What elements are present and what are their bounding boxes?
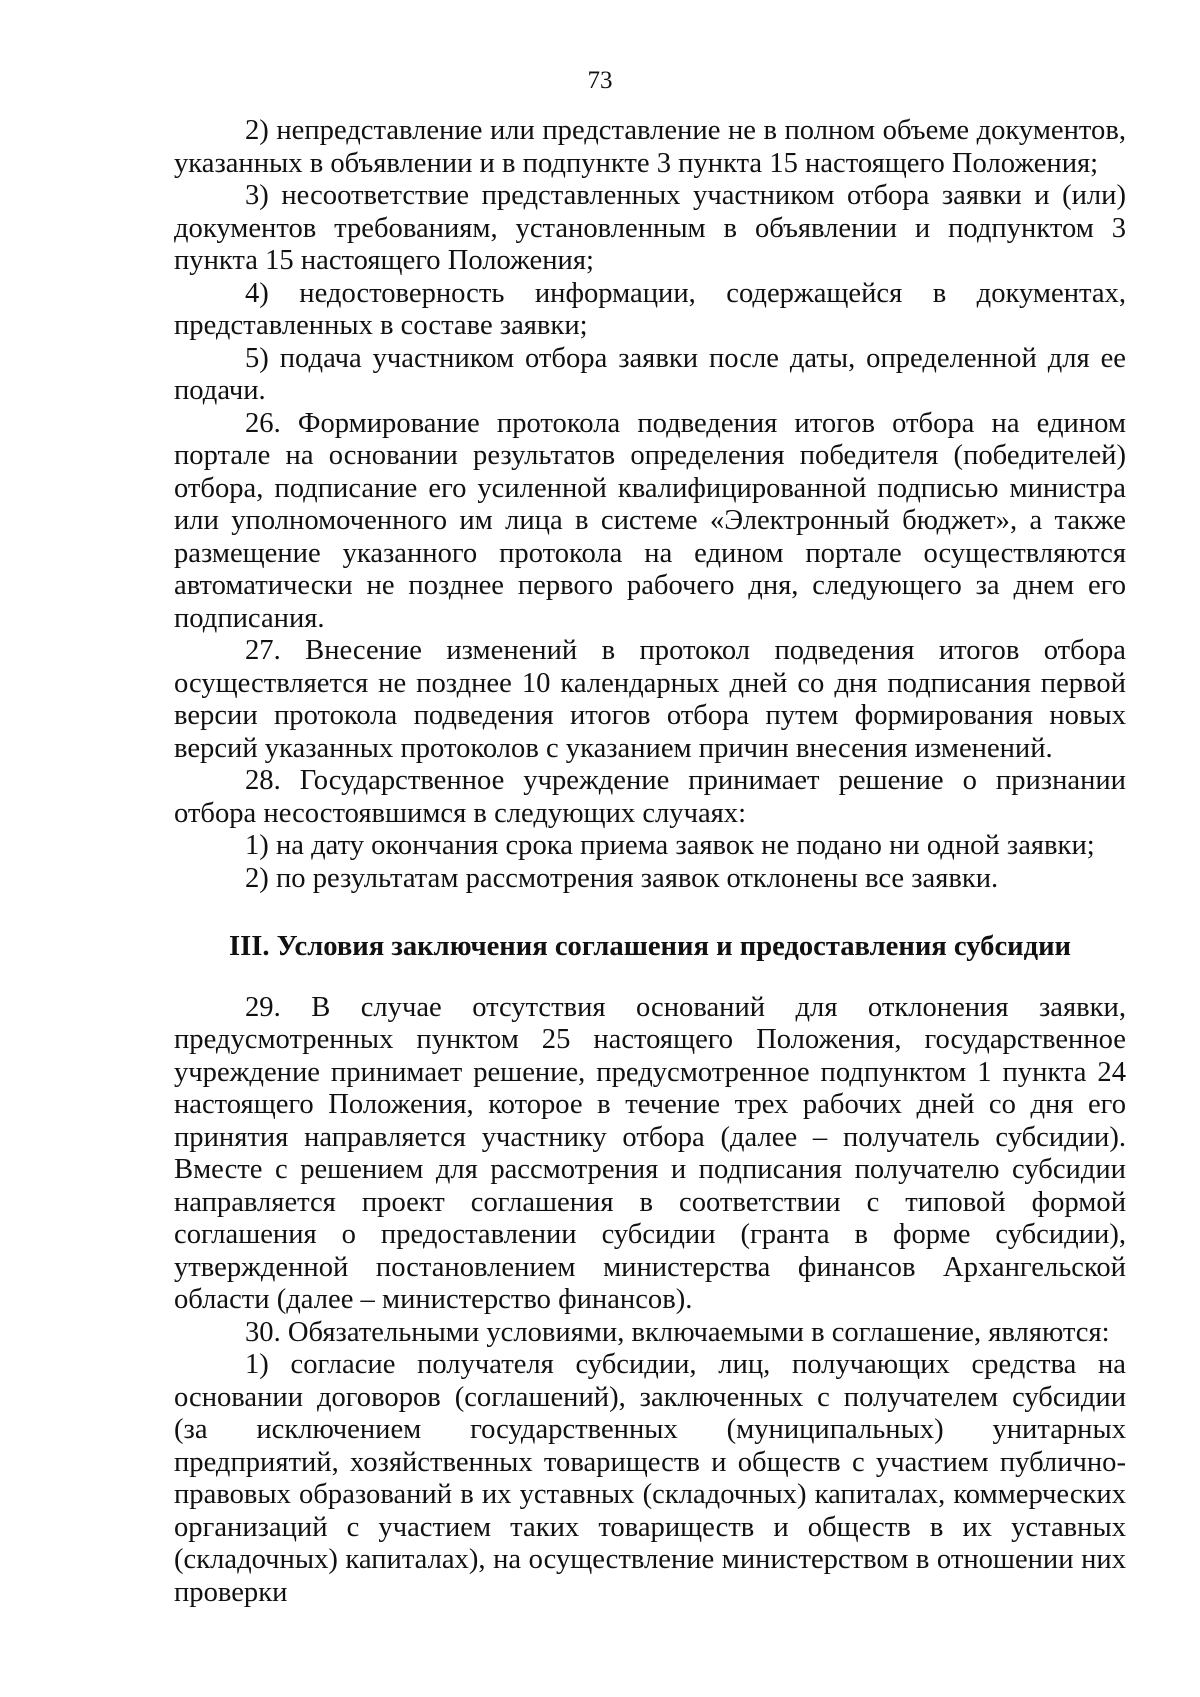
paragraph-29: 29. В случае отсутствия оснований для отклонения заявки, предусмотренных пунктом 25 настоящего Положения, государственное учреждение принимает решение, предусмотренное подпунктом 1 пункта 24 настоящего Положения, которое в течение трех рабочих дней со дня его принятия направляется участнику отбора (далее – получатель субсидии). Вместе с решением для рассмотрения и подписания получателю субсидии направляется проект соглашения в соответствии с типовой формой соглашения о предоставлении субсидии (гранта в форме субсидии), утвержденной постановлением министерства финансов Архангельской области (далее – министерство финансов). [174,991,1126,1315]
paragraph-30: 30. Обязательными условиями, включаемыми в соглашение, являются: [245,1316,1110,1348]
document-body [174,115,1126,1609]
paragraph-item-5: 5) подача участником отбора заявки после даты, определенной для ее подачи. [174,342,1126,406]
paragraph-item-2: 2) непредставление или представление не в полном объеме документов, указанных в объявлении и в подпункте 3 пункта 15 настоящего Положения; [174,115,1126,179]
page-number: 73 [587,67,613,94]
paragraph-28-item-1: 1) на дату окончания срока приема заявок не подано ни одной заявки; [245,830,1095,861]
paragraph-30-item-1: 1) согласие получателя субсидии, лиц, получающих средства на основании договоров (соглашений), заключенных с получателем субсидии (за исключением государственных (муниципальных) унитарных предприятий, хозяйственных товариществ и обществ с участием публично-правовых образований в их уставных (складочных) капиталах, коммерческих организаций с участием таких товариществ и обществ в их уставных (складочных) капиталах), на осуществление министерством в отношении них проверки [174,1349,1126,1608]
section-heading: III. Условия заключения соглашения и предоставления субсидии [228,931,1072,962]
paragraph-27: 27. Внесение изменений в протокол подведения итогов отбора осуществляется не позднее 10 календарных дней со дня подписания первой версии протокола подведения итогов отбора путем формирования новых версий указанных протоколов с указанием причин внесения изменений. [174,635,1126,764]
paragraph-28-item-2: 2) по результатам рассмотрения заявок отклонены все заявки. [245,862,999,894]
paragraph-26: 26. Формирование протокола подведения итогов отбора на едином портале на основании результатов определения победителя (победителей) отбора, подписание его усиленной квалифицированной подписью министра или уполномоченного им лица в системе «Электронный бюджет», а также размещение указанного протокола на едином портале осуществляются автоматически не позднее первого рабочего дня, следующего за днем его подписания. [174,407,1126,634]
paragraph-item-3: 3) несоответствие представленных участником отбора заявки и (или) документов требованиям, установленным в объявлении и подпунктом 3 пункта 15 настоящего Положения; [174,180,1126,276]
paragraph-28: 28. Государственное учреждение принимает решение о признании отбора несостоявшимся в следующих случаях: [174,765,1126,829]
paragraph-item-4: 4) недостоверность информации, содержащейся в документах, представленных в составе заявки; [174,277,1126,341]
